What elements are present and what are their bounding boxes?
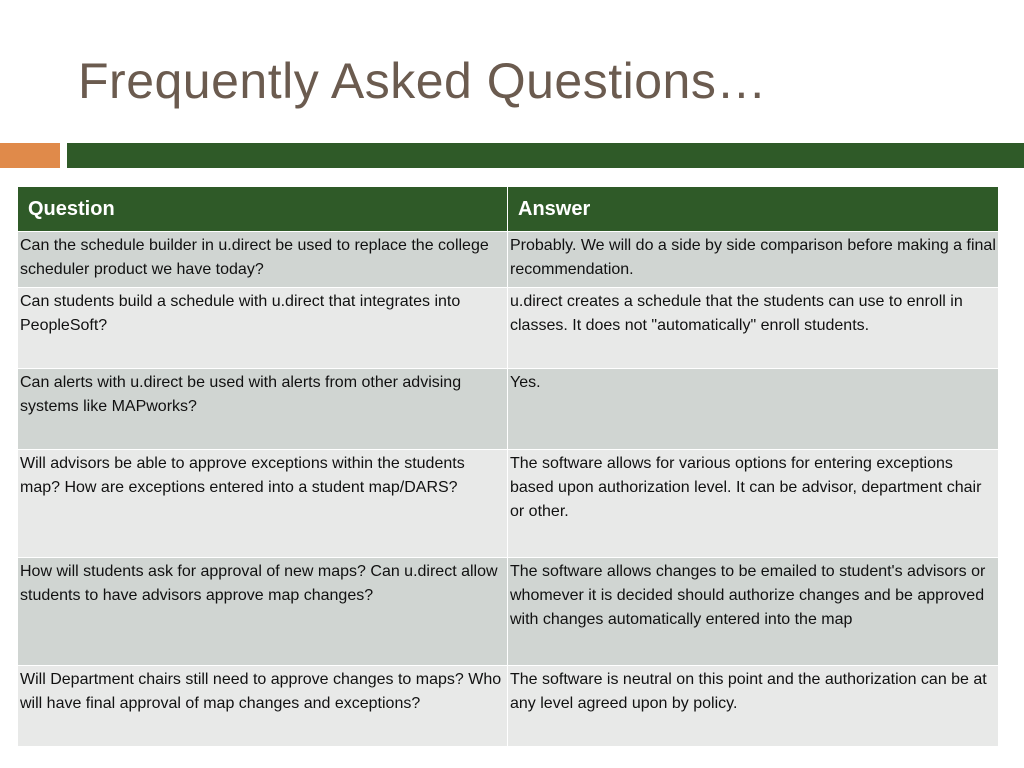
answer-cell: u.direct creates a schedule that the students can use to enroll in classes. It does not "automatically" enroll students.	[508, 288, 999, 369]
question-cell: Can alerts with u.direct be used with alerts from other advising systems like MAPworks?	[18, 369, 508, 450]
answer-cell: The software allows for various options for entering exceptions based upon authorization level. It can be advisor, department chair or other.	[508, 450, 999, 558]
accent-bar	[0, 143, 60, 168]
question-cell: Will advisors be able to approve exceptions within the students map? How are exceptions entered into a student map/DARS?	[18, 450, 508, 558]
table-row	[18, 666, 999, 747]
answer-cell: The software is neutral on this point and the authorization can be at any level agreed upon by policy.	[508, 666, 999, 747]
faq-table	[17, 187, 999, 747]
title-divider-bar	[67, 143, 1024, 168]
table-header-row	[18, 187, 999, 232]
slide-title: Frequently Asked Questions…	[78, 53, 767, 109]
question-cell: How will students ask for approval of new maps? Can u.direct allow students to have advisors approve map changes?	[18, 558, 508, 666]
answer-cell: Probably. We will do a side by side comparison before making a final recommendation.	[508, 232, 999, 288]
table-row	[18, 232, 999, 288]
column-header-answer: Answer	[508, 187, 999, 232]
answer-cell: Yes.	[508, 369, 999, 450]
question-cell: Can students build a schedule with u.direct that integrates into PeopleSoft?	[18, 288, 508, 369]
table-row	[18, 558, 999, 666]
table-row	[18, 450, 999, 558]
column-header-question: Question	[18, 187, 508, 232]
table-row	[18, 369, 999, 450]
question-cell: Will Department chairs still need to approve changes to maps? Who will have final approval of map changes and exceptions?	[18, 666, 508, 747]
question-cell: Can the schedule builder in u.direct be used to replace the college scheduler product we have today?	[18, 232, 508, 288]
table-row	[18, 288, 999, 369]
answer-cell: The software allows changes to be emailed to student's advisors or whomever it is decided should authorize changes and be approved with changes automatically entered into the map	[508, 558, 999, 666]
